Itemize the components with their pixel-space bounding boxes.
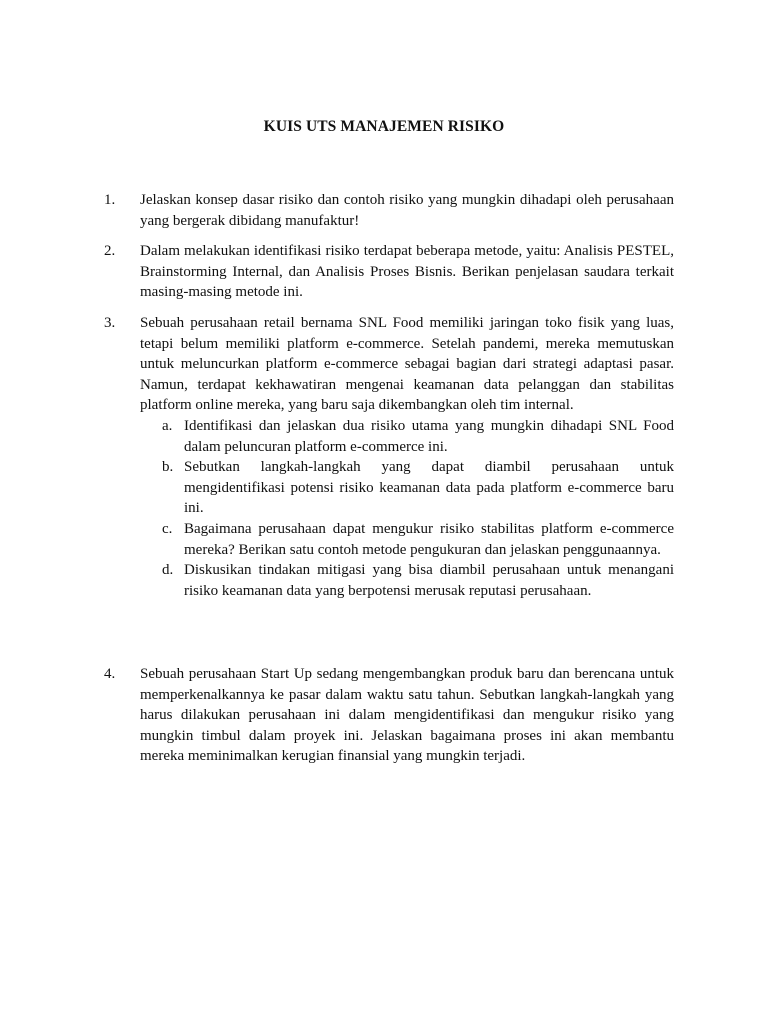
subquestion-letter: b.	[162, 459, 174, 476]
question-number: 1.	[104, 192, 116, 208]
question-4	[104, 664, 674, 767]
subquestion-b	[162, 457, 674, 519]
question-2	[104, 241, 674, 303]
question-number: 4.	[104, 666, 116, 682]
question-3	[104, 313, 674, 601]
question-text: Dalam melakukan identifikasi risiko terdapat beberapa metode, yaitu: Analisis PESTEL, Brainstorming Internal, dan Analisis Proses Bisnis. Berikan penjelasan saudara terkait masing-masing metode ini.	[140, 243, 674, 301]
question-text: Sebuah perusahaan Start Up sedang mengembangkan produk baru dan berencana untuk memperkenalkannya ke pasar dalam waktu satu tahun. Sebutkan langkah-langkah yang harus dilakukan perusahaan ini dalam mengidentifikasi dan mengukur risiko yang mungkin timbul dalam proyek ini. Jelaskan bagaimana proses ini akan membantu mereka meminimalkan kerugian finansial yang mungkin terjadi.	[140, 666, 674, 765]
question-text: Sebuah perusahaan retail bernama SNL Food memiliki jaringan toko fisik yang luas, tetapi belum memiliki platform e-commerce. Setelah pandemi, mereka memutuskan untuk meluncurkan platform e-commerce sebagai bagian dari strategi adaptasi pasar. Namun, terdapat kekhawatiran mengenai keamanan data pelanggan dan stabilitas platform online mereka, yang baru saja dikembangkan oleh tim internal.	[140, 315, 674, 414]
subquestion-a	[162, 416, 674, 457]
question-text: Jelaskan konsep dasar risiko dan contoh risiko yang mungkin dihadapi oleh perusahaan yang bergerak dibidang manufaktur!	[140, 192, 674, 229]
question-number: 2.	[104, 243, 116, 259]
question-number: 3.	[104, 315, 116, 331]
subquestion-text: Diskusikan tindakan mitigasi yang bisa diambil perusahaan untuk menangani risiko keamanan data yang berpotensi merusak reputasi perusahaan.	[184, 562, 674, 599]
subquestion-letter: a.	[162, 417, 173, 434]
subquestion-text: Sebutkan langkah-langkah yang dapat diambil perusahaan untuk mengidentifikasi potensi risiko keamanan data pada platform e-commerce baru ini.	[184, 459, 674, 517]
document-title: KUIS UTS MANAJEMEN RISIKO	[263, 118, 505, 135]
subquestion-d	[162, 560, 674, 601]
subquestion-c	[162, 519, 674, 560]
subquestion-text: Identifikasi dan jelaskan dua risiko utama yang mungkin dihadapi SNL Food dalam peluncuran platform e-commerce ini.	[184, 417, 674, 455]
subquestion-letter: d.	[162, 562, 174, 579]
question-1	[104, 190, 674, 231]
subquestion-letter: c.	[162, 520, 173, 537]
subquestion-text: Bagaimana perusahaan dapat mengukur risiko stabilitas platform e-commerce mereka? Berikan satu contoh metode pengukuran dan jelaskan penggunaannya.	[184, 520, 674, 558]
